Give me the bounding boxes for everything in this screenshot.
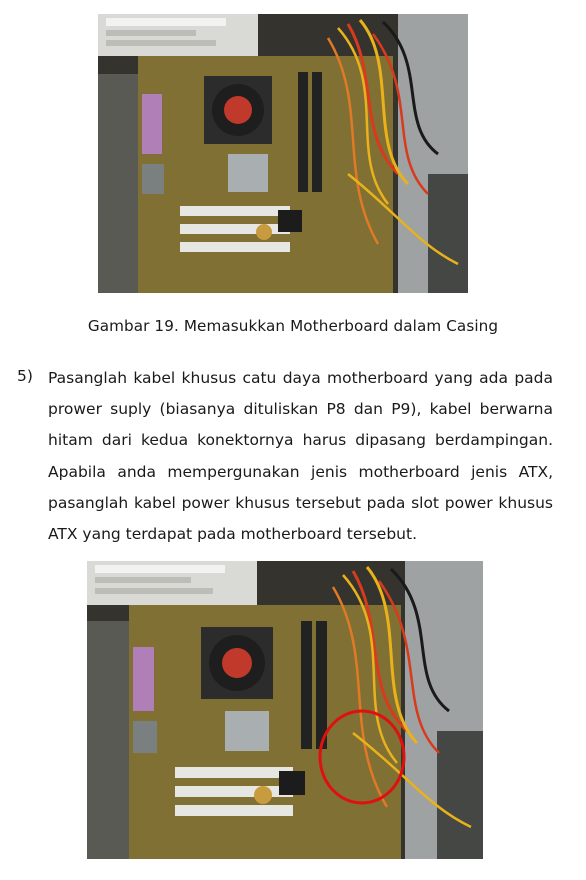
step-paragraph: Pasanglah kabel khusus catu daya motherboard yang ada pada prower suply (biasanya dituliskan P8 dan P9), kabel berwarna hitam dari kedua konektornya harus dipasang berdampingan. Apabila anda mempergunakan jenis motherboard jenis ATX, pasanglah kabel power khusus tersebut pada slot power khusus ATX yang terdapat pada motherboard tersebut. [48, 369, 553, 544]
motherboard-in-casing-photo [98, 14, 468, 293]
power-connector-photo [87, 561, 483, 859]
figure-19-caption: Gambar 19. Memasukkan Motherboard dalam Casing [87, 317, 499, 335]
highlight-circle [87, 561, 483, 859]
step-number: 5) [17, 367, 33, 385]
